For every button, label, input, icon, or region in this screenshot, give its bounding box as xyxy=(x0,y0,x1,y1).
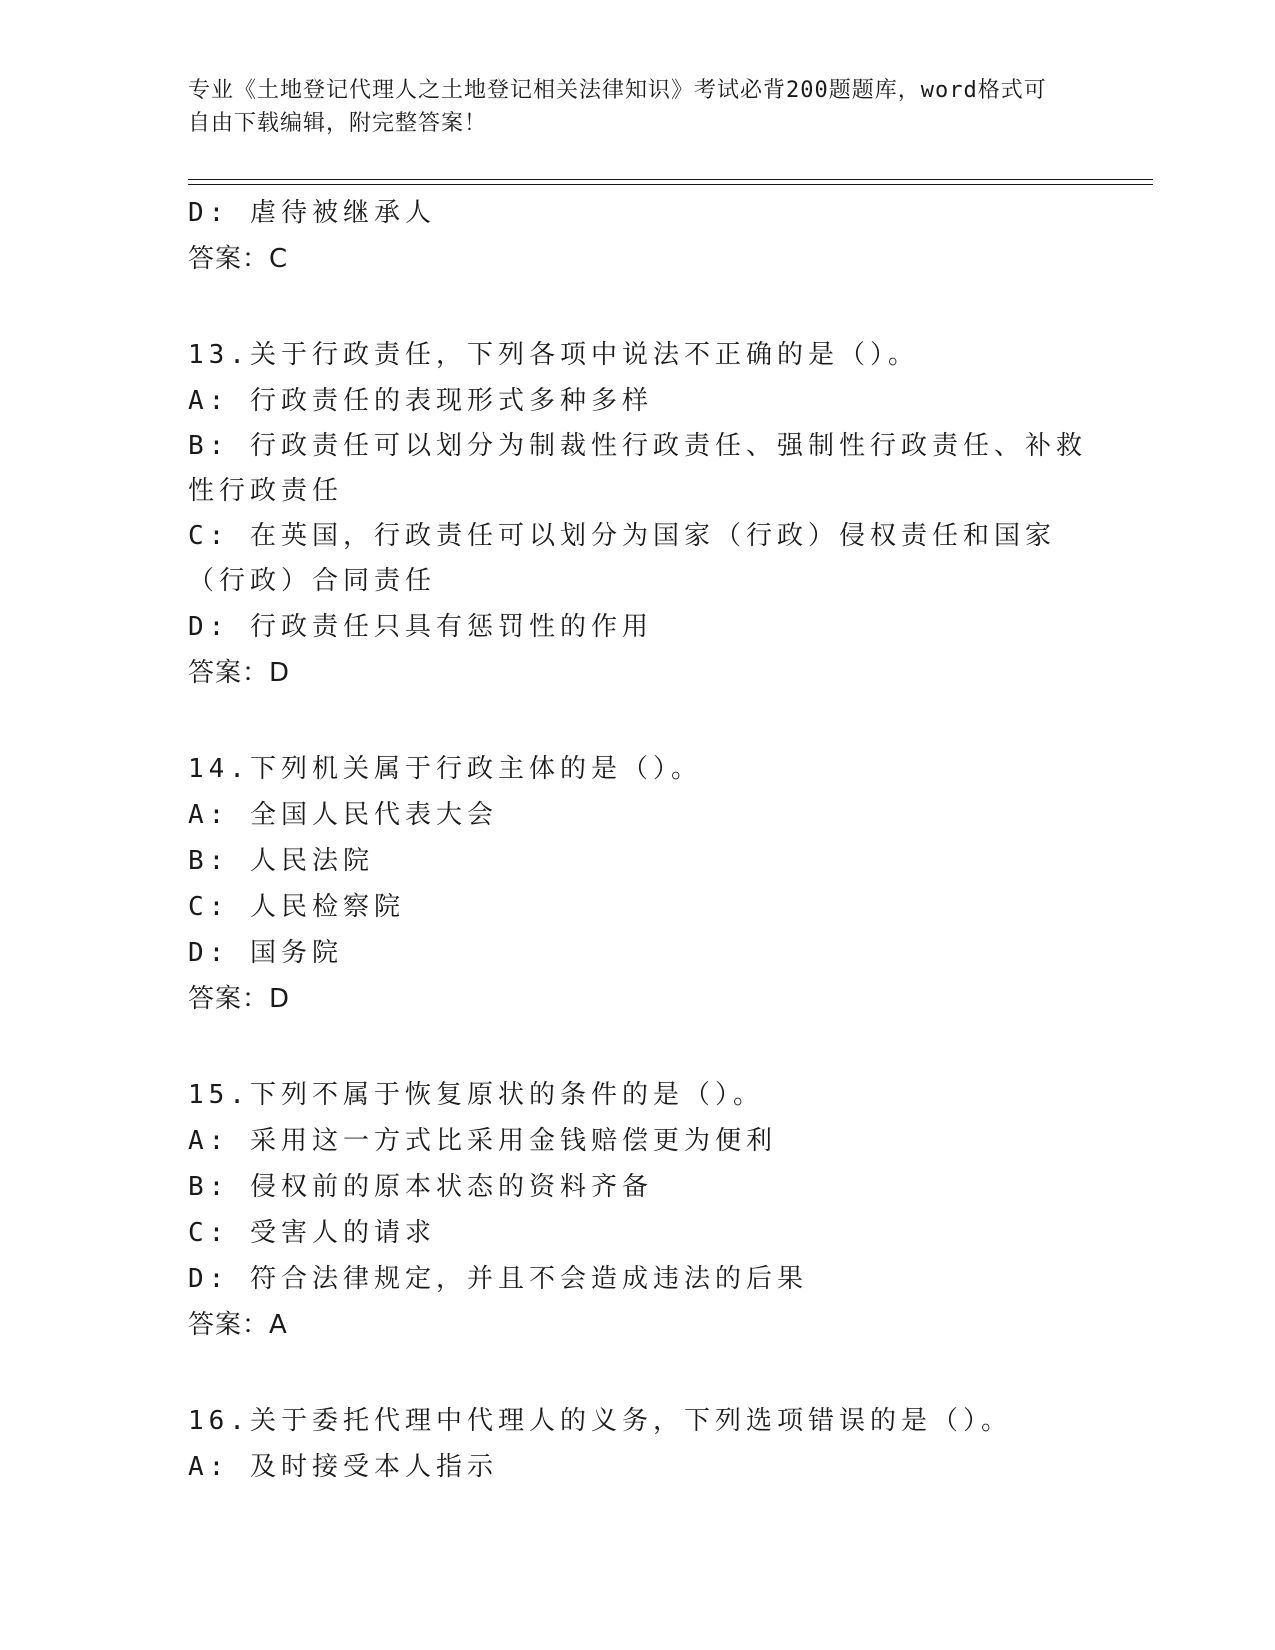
option-a: A: 及时接受本人指示 xyxy=(188,1452,498,1482)
option-d: D: 国务院 xyxy=(188,938,343,968)
document-header: 专业《土地登记代理人之土地登记相关法律知识》考试必背200题题库，word格式可自由下载编辑，附完整答案！ xyxy=(188,78,1047,136)
question-stem: 14.下列机关属于行政主体的是（）。 xyxy=(188,754,702,784)
option-c: C: 受害人的请求 xyxy=(188,1218,436,1248)
option-c: C: 人民检察院 xyxy=(188,892,405,922)
question-stem: 13.关于行政责任，下列各项中说法不正确的是（）。 xyxy=(188,340,919,370)
question-14 xyxy=(188,746,1088,1022)
option-b: B: 人民法院 xyxy=(188,846,374,876)
option-d: D: 行政责任只具有惩罚性的作用 xyxy=(188,612,653,642)
question-stem: 15.下列不属于恢复原状的条件的是（）。 xyxy=(188,1080,764,1110)
option-b: B: 行政责任可以划分为制裁性行政责任、强制性行政责任、补救性行政责任 xyxy=(188,431,1087,506)
question-15 xyxy=(188,1072,1088,1348)
header-divider-bottom xyxy=(188,184,1153,185)
option-a: A: 全国人民代表大会 xyxy=(188,800,498,830)
option-a: A: 行政责任的表现形式多种多样 xyxy=(188,386,653,416)
question-12-tail xyxy=(188,190,1088,282)
option-d: D: 符合法律规定，并且不会造成违法的后果 xyxy=(188,1264,808,1294)
question-content xyxy=(188,190,1088,1490)
option-a: A: 采用这一方式比采用金钱赔偿更为便利 xyxy=(188,1126,777,1156)
option-d: D: 虐待被继承人 xyxy=(188,198,436,228)
answer: 答案：C xyxy=(188,244,289,274)
question-16 xyxy=(188,1398,1088,1490)
question-13 xyxy=(188,332,1088,696)
question-stem: 16.关于委托代理中代理人的义务，下列选项错误的是（）。 xyxy=(188,1406,1012,1436)
option-c: C: 在英国，行政责任可以划分为国家（行政）侵权责任和国家（行政）合同责任 xyxy=(188,521,1056,596)
answer: 答案：A xyxy=(188,1310,288,1340)
header-divider-top xyxy=(188,179,1153,180)
answer: 答案：D xyxy=(188,658,291,688)
answer: 答案：D xyxy=(188,984,291,1014)
option-b: B: 侵权前的原本状态的资料齐备 xyxy=(188,1172,653,1202)
